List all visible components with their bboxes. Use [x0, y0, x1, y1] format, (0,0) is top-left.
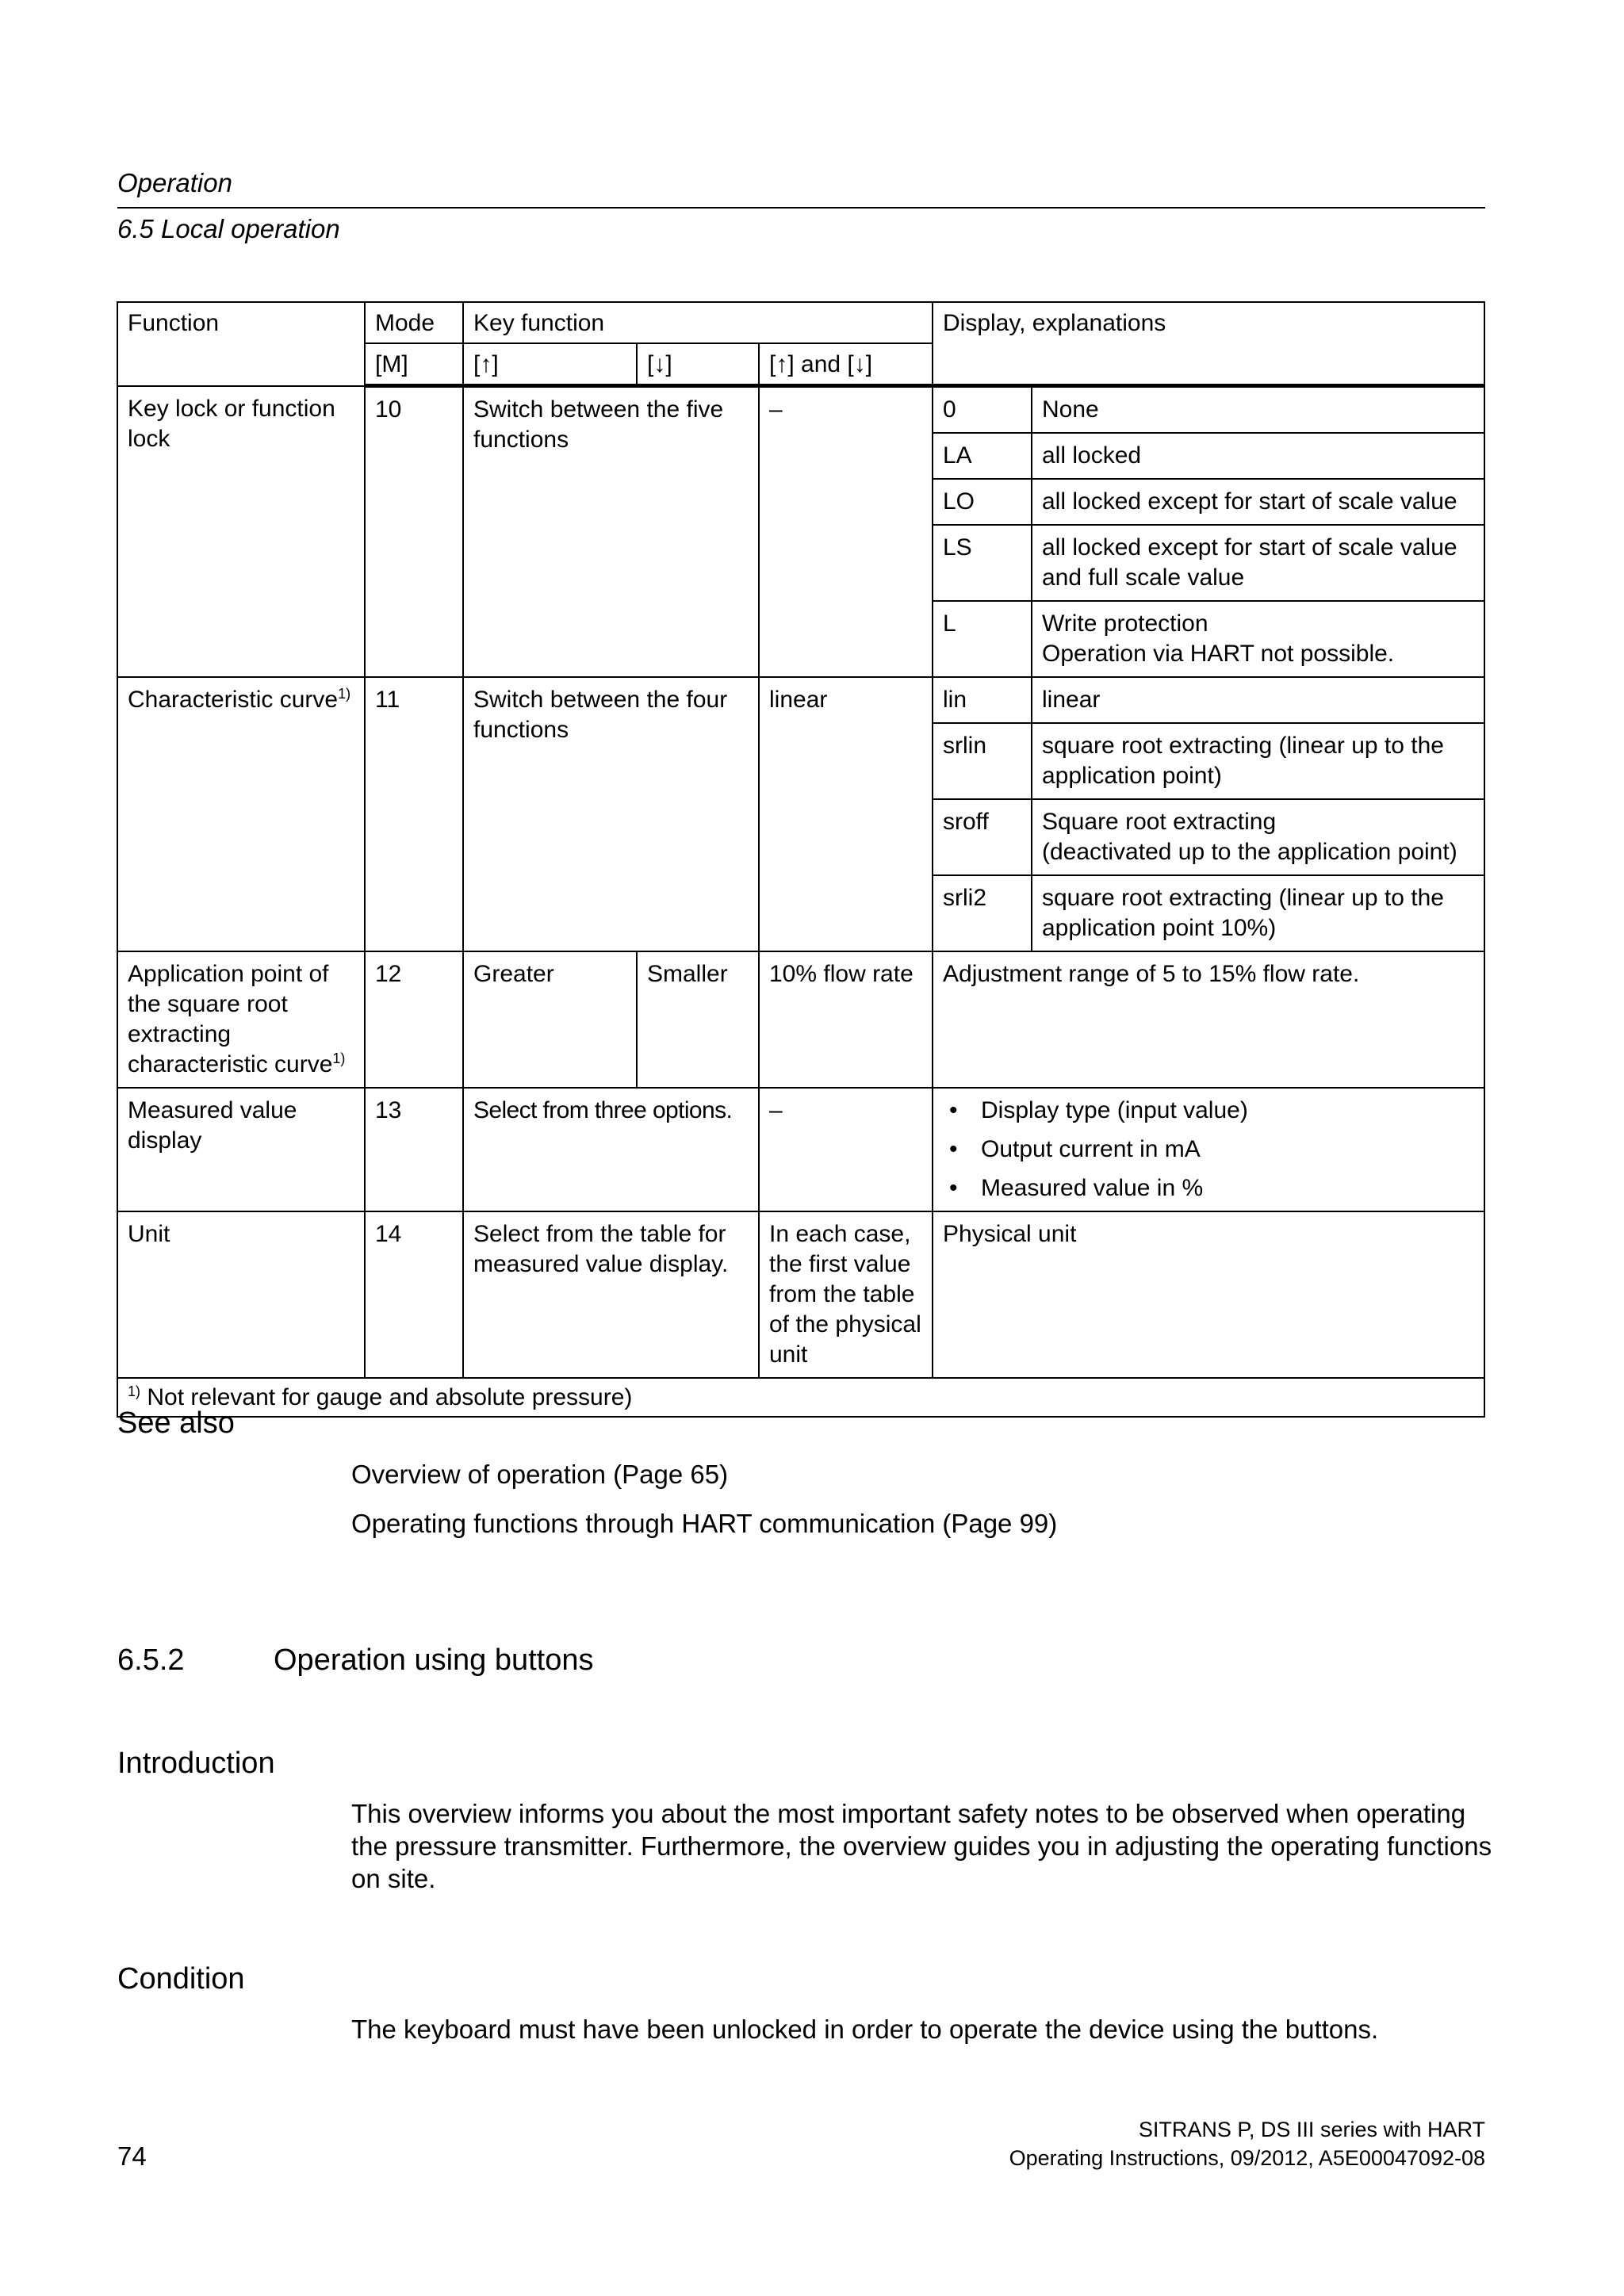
display-explanation: Physical unit	[933, 1211, 1484, 1378]
section-number: 6.5.2	[117, 1644, 185, 1677]
see-also-link[interactable]: Overview of operation (Page 65)	[351, 1460, 729, 1489]
list-item: • Output current in mA	[943, 1135, 1474, 1165]
table-row	[117, 1211, 1484, 1378]
function-cell: Measured value display	[117, 1088, 365, 1211]
footnote-marker: 1)	[332, 1050, 346, 1066]
table-row	[117, 677, 1484, 723]
col-header-display: Display, explanations	[933, 302, 1484, 386]
list-item: • Measured value in %	[943, 1173, 1474, 1203]
display-code: LS	[933, 525, 1032, 601]
subheader-mode-key: [M]	[365, 343, 463, 386]
display-code: srli2	[933, 875, 1032, 951]
display-explanation-line: Square root extracting	[1042, 809, 1277, 835]
display-explanation: square root extracting (linear up to the application point)	[1032, 723, 1484, 799]
table-footnote-row	[117, 1378, 1484, 1417]
col-header-mode: Mode	[365, 302, 463, 343]
running-header-section: 6.5 Local operation	[117, 214, 340, 243]
key-function-cell: Switch between the five functions	[463, 386, 759, 678]
display-code: L	[933, 601, 1032, 677]
mode-cell: 11	[365, 677, 463, 951]
display-code: LO	[933, 479, 1032, 525]
function-cell	[117, 677, 365, 951]
table-row	[117, 1088, 1484, 1211]
section-title: Operation using buttons	[274, 1644, 594, 1677]
footnote-marker: 1)	[128, 1383, 141, 1399]
condition-paragraph: The keyboard must have been unlocked in order to operate the device using the buttons.	[351, 2015, 1379, 2044]
function-cell: Unit	[117, 1211, 365, 1378]
function-text: Characteristic curve	[128, 687, 339, 713]
page-number: 74	[117, 2141, 147, 2171]
condition-heading: Condition	[117, 1962, 245, 1996]
both-keys-cell: –	[759, 386, 933, 678]
see-also-heading: See also	[117, 1406, 235, 1440]
col-header-function: Function	[117, 302, 365, 386]
running-header-chapter: Operation	[117, 168, 232, 197]
subheader-up-key: [↑]	[463, 343, 637, 386]
footnote-text: Not relevant for gauge and absolute pressure)	[147, 1384, 633, 1410]
display-explanation-line: (deactivated up to the application point)	[1042, 839, 1457, 865]
both-keys-cell: linear	[759, 677, 933, 951]
function-text: Application point of the square root extracting characteristic curve	[128, 961, 333, 1077]
display-explanation: None	[1032, 386, 1484, 434]
introduction-paragraph: This overview informs you about the most important safety notes to be observed when operating the pressure transmitter. Furthermore, the overview guides you in adjusting the operating functions on site.	[351, 1799, 1492, 1893]
display-explanation	[1032, 601, 1484, 677]
display-code: lin	[933, 677, 1032, 723]
introduction-heading: Introduction	[117, 1747, 275, 1780]
mode-cell: 14	[365, 1211, 463, 1378]
mode-cell: 12	[365, 951, 463, 1088]
local-operation-table	[117, 301, 1485, 1418]
display-code: sroff	[933, 799, 1032, 875]
display-explanation-line: Write protection	[1042, 610, 1208, 637]
display-options-list	[943, 1096, 1474, 1203]
table-footnote	[117, 1378, 1484, 1417]
key-function-cell: Switch between the four functions	[463, 677, 759, 951]
table-header-row	[117, 302, 1484, 343]
display-explanation-line: Operation via HART not possible.	[1042, 641, 1395, 667]
list-item: • Display type (input value)	[943, 1096, 1474, 1126]
display-explanation	[1032, 799, 1484, 875]
footer-document-id: Operating Instructions, 09/2012, A5E00047092-08	[1009, 2146, 1485, 2170]
header-rule	[117, 207, 1485, 209]
mode-cell: 13	[365, 1088, 463, 1211]
function-cell	[117, 951, 365, 1088]
footer-product: SITRANS P, DS III series with HART	[1138, 2118, 1485, 2141]
display-explanation: Adjustment range of 5 to 15% flow rate.	[933, 951, 1484, 1088]
display-code: LA	[933, 433, 1032, 479]
display-explanation: square root extracting (linear up to the application point 10%)	[1032, 875, 1484, 951]
table-row	[117, 951, 1484, 1088]
up-key-cell: Greater	[463, 951, 637, 1088]
display-explanation: all locked except for start of scale value	[1032, 479, 1484, 525]
both-keys-cell: In each case, the first value from the table of the physical unit	[759, 1211, 933, 1378]
key-function-cell: Select from the table for measured value display.	[463, 1211, 759, 1378]
table-row	[117, 386, 1484, 434]
both-keys-cell: –	[759, 1088, 933, 1211]
display-code: srlin	[933, 723, 1032, 799]
display-explanation: all locked except for start of scale value and full scale value	[1032, 525, 1484, 601]
mode-cell: 10	[365, 386, 463, 678]
see-also-link[interactable]: Operating functions through HART communication (Page 99)	[351, 1509, 1058, 1538]
key-function-cell: Select from three options.	[463, 1088, 759, 1211]
footnote-marker: 1)	[338, 686, 351, 702]
both-keys-cell: 10% flow rate	[759, 951, 933, 1088]
col-header-key-function: Key function	[463, 302, 933, 343]
display-explanation: all locked	[1032, 433, 1484, 479]
subheader-down-key: [↓]	[637, 343, 759, 386]
function-cell: Key lock or function lock	[117, 386, 365, 678]
display-code: 0	[933, 386, 1032, 434]
subheader-both-keys: [↑] and [↓]	[759, 343, 933, 386]
down-key-cell: Smaller	[637, 951, 759, 1088]
display-explanation	[933, 1088, 1484, 1211]
display-explanation: linear	[1032, 677, 1484, 723]
